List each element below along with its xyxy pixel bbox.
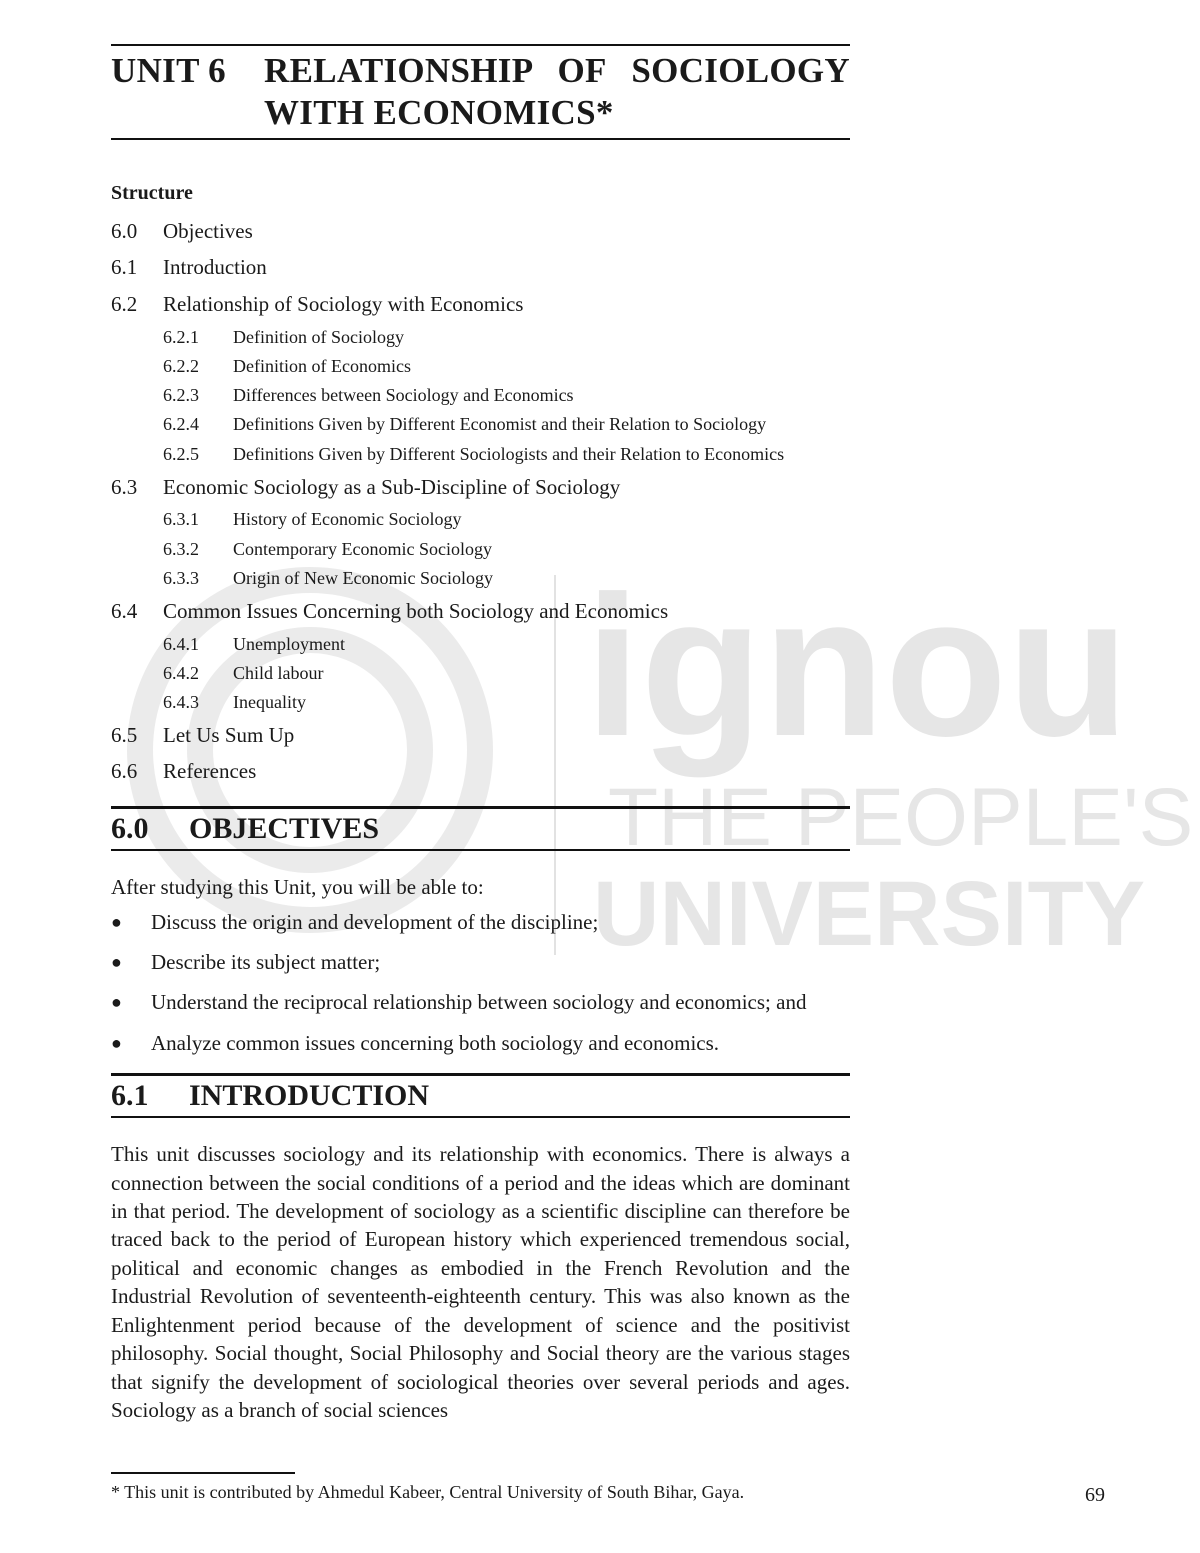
toc-subitem (111, 505, 850, 534)
objective-item (111, 948, 850, 976)
toc-number: 6.5 (111, 722, 138, 747)
toc-subitem (111, 629, 850, 658)
toc-label: Common Issues Concerning both Sociology and Economics (163, 598, 669, 623)
section-number: 6.0 (111, 812, 149, 846)
unit-number: UNIT 6 (111, 51, 226, 90)
svg-text:THE PEOPLE'S: THE PEOPLE'S (608, 772, 1194, 863)
objectives-heading (111, 806, 850, 851)
toc-label: Origin of New Economic Sociology (233, 567, 493, 588)
structure-label: Structure (111, 182, 193, 204)
toc-label: History of Economic Sociology (233, 509, 462, 530)
page-content (111, 44, 850, 1424)
page-number: 69 (1085, 1484, 1105, 1506)
toc-subitem (111, 688, 850, 717)
section-title: INTRODUCTION (189, 1079, 430, 1113)
toc-number: 6.3.1 (163, 509, 199, 530)
title-rule-bottom (111, 138, 850, 140)
toc-label: Introduction (163, 255, 267, 280)
toc-label: Child labour (233, 662, 324, 683)
objectives-list (111, 908, 850, 1058)
objectives-rule-bottom (111, 849, 850, 851)
toc-number: 6.0 (111, 218, 138, 243)
objective-text: Analyze common issues concerning both sociology and economics. (151, 1030, 720, 1055)
toc-subitem (111, 535, 850, 564)
toc-label: Definitions Given by Different Sociologists and their Relation to Economics (233, 443, 785, 464)
toc-number: 6.1 (111, 255, 138, 280)
toc-number: 6.3.3 (163, 567, 199, 588)
toc-item (111, 717, 850, 754)
toc-item (111, 250, 850, 287)
toc-subitem (111, 440, 850, 469)
svg-text:UNIVERSITY: UNIVERSITY (593, 863, 1146, 965)
toc-label: Let Us Sum Up (163, 722, 295, 747)
objective-text: Discuss the origin and development of the discipline; (151, 909, 599, 934)
toc-subitem (111, 352, 850, 381)
toc-subitem (111, 381, 850, 410)
bullet-icon: ● (111, 911, 122, 932)
toc-label: Economic Sociology as a Sub-Discipline of Sociology (163, 474, 621, 499)
toc-number: 6.4.3 (163, 691, 199, 712)
toc-subitem (111, 659, 850, 688)
toc-item (111, 593, 850, 630)
toc-number: 6.2.4 (163, 414, 199, 435)
toc-label: Inequality (233, 691, 306, 712)
toc-label: Objectives (163, 218, 253, 243)
toc-subitem (111, 564, 850, 593)
footnote: * This unit is contributed by Ahmedul Kabeer, Central University of South Bihar, Gaya. (111, 1482, 745, 1502)
objective-text: Understand the reciprocal relationship between sociology and economics; and (151, 990, 807, 1015)
section-number: 6.1 (111, 1079, 149, 1113)
toc-label: Definitions Given by Different Economist and their Relation to Sociology (233, 414, 767, 435)
objective-text: Describe its subject matter; (151, 950, 381, 975)
bullet-icon: ● (111, 952, 122, 973)
bullet-icon: ● (111, 1032, 122, 1053)
toc-label: References (163, 759, 257, 784)
toc-number: 6.2 (111, 291, 138, 316)
toc-number: 6.4.2 (163, 662, 199, 683)
introduction-paragraph: This unit discusses sociology and its relationship with economics. There is always a connection between the social conditions of a period and the ideas which are dominant in that period. The development of sociology as a scientific discipline can therefore be traced back to the period of European history which experienced tremendous social, political and economic changes as embodied in the French Revolution and the Industrial Revolution of seventeenth-eighteenth century. This was also known as the Enlightenment period because of the development of science and the positivist philosophy. Social thought, Social Philosophy and Social theory are the various stages that signify the development of sociological theories over several periods and ages. Sociology as a branch of social sciences (111, 1142, 850, 1422)
toc-item (111, 469, 850, 506)
toc-number: 6.4.1 (163, 633, 199, 654)
toc-number: 6.2.5 (163, 443, 199, 464)
introduction-rule-bottom (111, 1116, 850, 1118)
toc-number: 6.3.2 (163, 538, 199, 559)
toc-label: Unemployment (233, 633, 345, 654)
table-of-contents (111, 213, 850, 790)
unit-title (111, 46, 850, 138)
toc-number: 6.2.2 (163, 356, 199, 377)
toc-item (111, 286, 850, 323)
objective-item (111, 1029, 850, 1057)
objective-item (111, 908, 850, 936)
toc-number: 6.2.1 (163, 326, 199, 347)
objectives-lead: After studying this Unit, you will be able to: (111, 875, 484, 900)
toc-item (111, 754, 850, 791)
toc-label: Contemporary Economic Sociology (233, 538, 492, 559)
toc-number: 6.3 (111, 474, 138, 499)
section-title: OBJECTIVES (189, 812, 380, 846)
toc-number: 6.6 (111, 759, 138, 784)
toc-label: Relationship of Sociology with Economics (163, 291, 524, 316)
toc-number: 6.4 (111, 598, 138, 623)
bullet-icon: ● (111, 992, 122, 1013)
svg-text:ignou: ignou (585, 555, 1130, 778)
objective-item (111, 988, 850, 1016)
toc-subitem (111, 323, 850, 352)
unit-heading: RELATIONSHIP OF SOCIOLOGY WITH ECONOMICS* (264, 51, 850, 132)
toc-label: Differences between Sociology and Economics (233, 385, 574, 406)
toc-number: 6.2.3 (163, 385, 199, 406)
toc-item (111, 213, 850, 250)
footnote-rule (111, 1472, 295, 1474)
introduction-heading (111, 1073, 850, 1118)
toc-subitem (111, 410, 850, 439)
toc-label: Definition of Economics (233, 356, 411, 377)
toc-label: Definition of Sociology (233, 326, 404, 347)
